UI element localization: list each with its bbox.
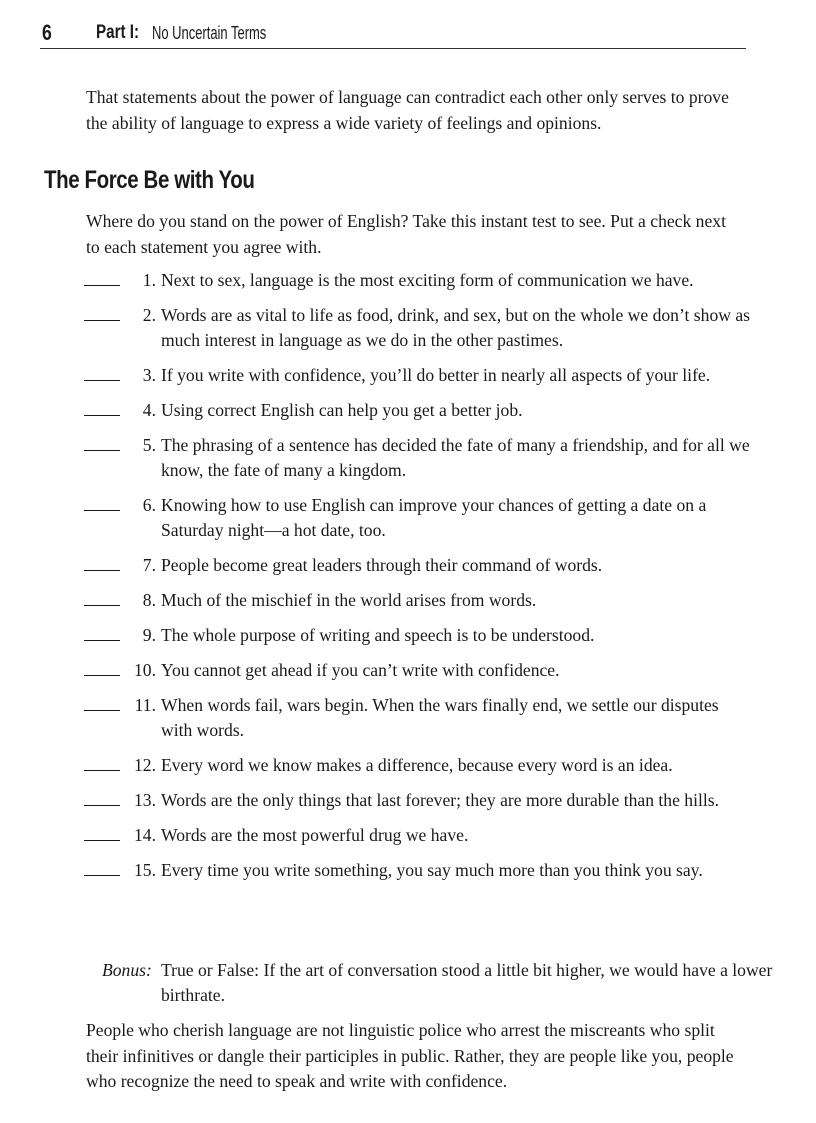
check-blank[interactable]	[84, 605, 120, 606]
part-label: Part I:	[96, 22, 140, 43]
statement-item	[84, 268, 754, 293]
statement-item	[84, 693, 754, 743]
statement-text: Every time you write something, you say much more than you think you say.	[161, 860, 703, 880]
statement-number: 3.	[142, 365, 156, 385]
statement-text: Next to sex, language is the most exciting form of communication we have.	[161, 270, 694, 290]
statement-item	[84, 788, 754, 813]
check-blank[interactable]	[84, 415, 120, 416]
statement-number: 12.	[134, 755, 156, 775]
statement-number: 6.	[142, 495, 156, 515]
statement-number: 4.	[142, 400, 156, 420]
closing-paragraph: People who cherish language are not linguistic police who arrest the miscreants who split their infinitives or dangle their participles in public. Rather, they are people like you, people who recognize the need to speak and write with confidence.	[86, 1020, 734, 1091]
statement-number: 13.	[134, 790, 156, 810]
statement-number: 8.	[142, 590, 156, 610]
statement-text: Much of the mischief in the world arises from words.	[161, 590, 537, 610]
part-title: No Uncertain Terms	[152, 23, 267, 43]
statement-item	[84, 553, 754, 578]
statement-text: You cannot get ahead if you can’t write with confidence.	[161, 660, 560, 680]
statement-text: Every word we know makes a difference, because every word is an idea.	[161, 755, 673, 775]
statement-number: 5.	[142, 435, 156, 455]
check-blank[interactable]	[84, 840, 120, 841]
test-instructions: Where do you stand on the power of English? Take this instant test to see. Put a check next to each statement you agree with.	[86, 211, 726, 257]
statement-text: The whole purpose of writing and speech is to be understood.	[161, 625, 595, 645]
statement-text: When words fail, wars begin. When the wars finally end, we settle our disputes with words.	[161, 695, 719, 740]
statement-number: 2.	[142, 305, 156, 325]
statement-text: If you write with confidence, you’ll do better in nearly all aspects of your life.	[161, 365, 711, 385]
check-blank[interactable]	[84, 285, 120, 286]
statement-number: 14.	[134, 825, 156, 845]
statement-item	[84, 398, 754, 423]
statement-item	[84, 588, 754, 613]
statement-item	[84, 658, 754, 683]
check-blank[interactable]	[84, 770, 120, 771]
statement-number: 9.	[142, 625, 156, 645]
bonus-question	[102, 958, 801, 1008]
statement-text: Words are the only things that last forever; they are more durable than the hills.	[161, 790, 719, 810]
section-heading: The Force Be with You	[44, 166, 255, 194]
check-blank[interactable]	[84, 875, 120, 876]
statement-number: 1.	[142, 270, 156, 290]
running-header	[40, 18, 746, 49]
statement-item	[84, 493, 754, 543]
statement-number: 15.	[134, 860, 156, 880]
check-blank[interactable]	[84, 450, 120, 451]
statement-number: 11.	[134, 695, 156, 715]
check-blank[interactable]	[84, 710, 120, 711]
check-blank[interactable]	[84, 380, 120, 381]
statement-text: Words are as vital to life as food, drink, and sex, but on the whole we don’t show as much interest in language as we do in the other pastimes.	[161, 305, 750, 350]
statement-text: Knowing how to use English can improve your chances of getting a date on a Saturday night—a hot date, too.	[161, 495, 707, 540]
statement-text: People become great leaders through their command of words.	[161, 555, 603, 575]
bonus-text: True or False: If the art of conversation stood a little bit higher, we would have a lower birthrate.	[161, 960, 773, 1005]
statement-item	[84, 303, 754, 353]
check-blank[interactable]	[84, 570, 120, 571]
statement-text: Using correct English can help you get a better job.	[161, 400, 523, 420]
statement-number: 10.	[134, 660, 156, 680]
intro-paragraph: That statements about the power of language can contradict each other only serves to prove the ability of language to express a wide variety of feelings and opinions.	[86, 87, 729, 133]
statement-item	[84, 363, 754, 388]
statement-item	[84, 433, 754, 483]
statement-checklist	[84, 268, 754, 893]
statement-item	[84, 753, 754, 778]
statement-item	[84, 858, 754, 883]
statement-text: Words are the most powerful drug we have.	[161, 825, 469, 845]
statement-item	[84, 623, 754, 648]
statement-item	[84, 823, 754, 848]
check-blank[interactable]	[84, 675, 120, 676]
check-blank[interactable]	[84, 510, 120, 511]
statement-text: The phrasing of a sentence has decided the fate of many a friendship, and for all we know, the fate of many a kingdom.	[161, 435, 750, 480]
page-number: 6	[42, 20, 52, 45]
check-blank[interactable]	[84, 320, 120, 321]
check-blank[interactable]	[84, 640, 120, 641]
check-blank[interactable]	[84, 805, 120, 806]
bonus-label: Bonus:	[102, 960, 152, 980]
statement-number: 7.	[142, 555, 156, 575]
